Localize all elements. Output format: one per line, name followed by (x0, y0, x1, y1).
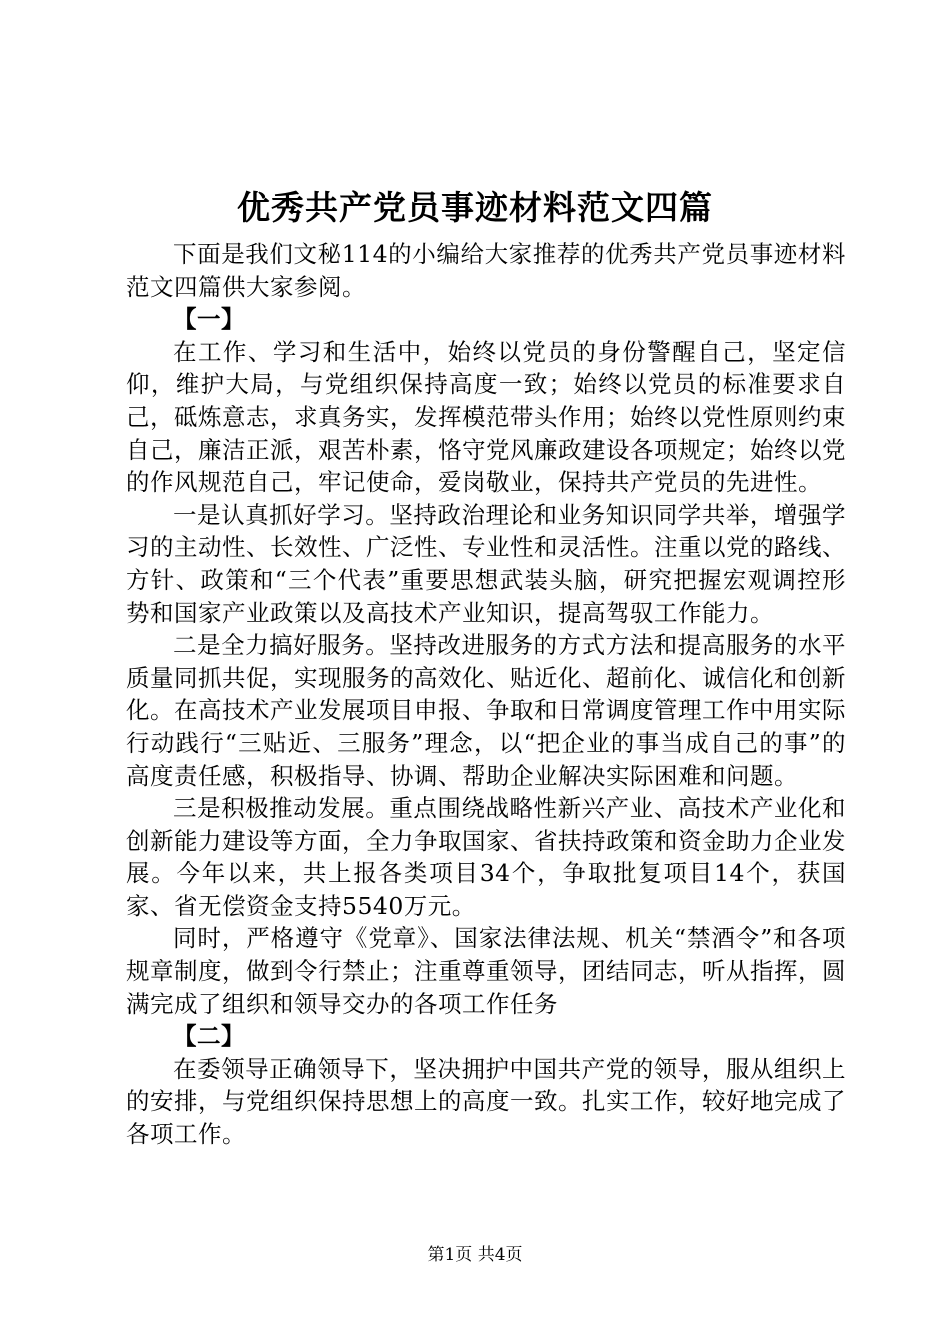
body-paragraph: 三是积极推动发展。重点围绕战略性新兴产业、高技术产业化和创新能力建设等方面，全力争取国家、省扶持政策和资金助力企业发展。今年以来，共上报各类项目34个，争取批复项目14个，获国家、省无偿资金支持5540万元。 (126, 794, 846, 920)
body-paragraph: 同时，严格遵守《党章》、国家法律法规、机关“禁酒令”和各项规章制度，做到令行禁止；注重尊重领导，团结同志，听从指挥，圆满完成了组织和领导交办的各项工作任务 (126, 924, 846, 1018)
intro-paragraph: 下面是我们文秘114的小编给大家推荐的优秀共产党员事迹材料范文四篇供大家参阅。 (126, 240, 846, 301)
document-body (126, 238, 846, 1151)
body-paragraph: 一是认真抓好学习。坚持政治理论和业务知识同学共举，增强学习的主动性、长效性、广泛性、专业性和灵活性。注重以党的路线、方针、政策和“三个代表”重要思想武装头脑，研究把握宏观调控形势和国家产业政策以及高技术产业知识，提高驾驭工作能力。 (126, 500, 846, 627)
body-paragraph: 在工作、学习和生活中，始终以党员的身份警醒自己，坚定信仰，维护大局，与党组织保持高度一致；始终以党员的标准要求自己，砥炼意志，求真务实，发挥模范带头作用；始终以党性原则约束自己，廉洁正派，艰苦朴素，恪守党风廉政建设各项规定；始终以党的作风规范自己，牢记使命，爱岗敬业，保持共产党员的先进性。 (126, 337, 846, 497)
body-paragraph: 在委领导正确领导下，坚决拥护中国共产党的领导，服从组织上的安排，与党组织保持思想上的高度一致。扎实工作，较好地完成了各项工作。 (126, 1054, 846, 1149)
section-heading-2: 【二】 (173, 1022, 245, 1051)
body-paragraph: 二是全力搞好服务。坚持改进服务的方式方法和提高服务的水平质量同抓共促，实现服务的高效化、贴近化、超前化、诚信化和创新化。在高技术产业发展项目申报、争取和日常调度管理工作中用实际行动践行“三贴近、三服务”理念，以“把企业的事当成自己的事”的高度责任感，积极指导、协调、帮助企业解决实际困难和问题。 (126, 631, 846, 790)
page-footer: 第1页 共4页 (427, 1245, 523, 1265)
document-title: 优秀共产党员事迹材料范文四篇 (237, 188, 713, 227)
section-heading-1: 【一】 (173, 305, 245, 334)
